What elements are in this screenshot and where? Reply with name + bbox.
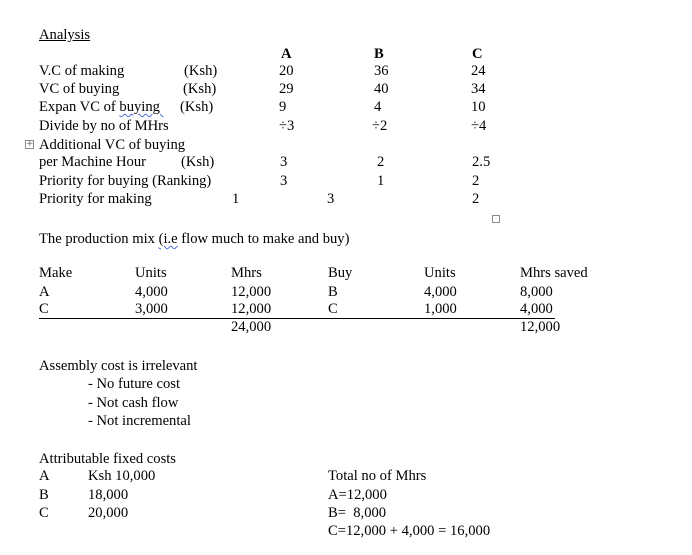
cell-value: 3 [280, 173, 288, 189]
cell-value: 10 [471, 99, 486, 115]
make-row-product: C [39, 301, 49, 317]
buy-total-mhrs-saved: 12,000 [520, 319, 561, 335]
fixed-cost-product: C [39, 505, 49, 521]
make-row-units: 3,000 [135, 301, 168, 317]
make-row-mhrs: 12,000 [231, 284, 272, 300]
buy-row-units: 4,000 [424, 284, 457, 300]
total-mhrs-title: Total no of Mhrs [328, 468, 427, 484]
make-row-product: A [39, 284, 50, 300]
spelling-flagged-word[interactable]: buying [119, 99, 164, 115]
assembly-point: - Not cash flow [88, 395, 179, 411]
column-header-b: B [374, 46, 384, 62]
buy-header-buy: Buy [328, 265, 353, 281]
fixed-cost-amount: 18,000 [88, 487, 129, 503]
production-mix-title-prefix: The production mix [39, 231, 159, 247]
table-resize-handle-icon[interactable] [492, 215, 500, 223]
buy-row-mhrs: 8,000 [520, 284, 553, 300]
cell-value: 34 [471, 81, 486, 97]
cell-value: 2 [472, 173, 480, 189]
row-label-expan-vc [39, 99, 164, 116]
buy-row-units: 1,000 [424, 301, 457, 317]
cell-value: 20 [279, 63, 294, 79]
production-mix-title-suffix: flow much to make and buy) [177, 231, 350, 247]
cell-value: 9 [279, 99, 287, 115]
cell-value: 3 [280, 154, 288, 170]
row-unit: (Ksh) [183, 81, 217, 97]
cell-value: 36 [374, 63, 389, 79]
cell-value: 4 [374, 99, 382, 115]
cell-value: 40 [374, 81, 389, 97]
row-label-priority-buying: Priority for buying (Ranking) [39, 173, 212, 189]
fixed-cost-amount: 20,000 [88, 505, 129, 521]
cell-value: 1 [232, 191, 240, 207]
assembly-point: - Not incremental [88, 413, 191, 429]
column-header-c: C [472, 46, 483, 62]
assembly-point: - No future cost [88, 376, 180, 392]
spelling-flagged-word[interactable]: (i.e [158, 231, 178, 247]
heading-analysis: Analysis [39, 27, 91, 43]
total-rule-line [39, 318, 555, 319]
row-label-vc-buying: VC of buying [39, 81, 120, 97]
cell-value: 3 [327, 191, 335, 207]
assembly-title: Assembly cost is irrelevant [39, 358, 198, 374]
row-label-vc-making: V.C of making [39, 63, 125, 79]
fixed-costs-title: Attributable fixed costs [39, 451, 176, 467]
cell-value: 1 [377, 173, 385, 189]
row-unit: (Ksh) [181, 154, 215, 170]
total-mhrs-line: B= 8,000 [328, 505, 387, 521]
buy-row-product: C [328, 301, 338, 317]
cell-value: ÷3 [279, 118, 295, 134]
buy-row-mhrs: 4,000 [520, 301, 553, 317]
cell-value: 29 [279, 81, 294, 97]
make-header-mhrs: Mhrs [231, 265, 262, 281]
cell-value: 2 [377, 154, 385, 170]
make-row-units: 4,000 [135, 284, 168, 300]
buy-header-mhrs-saved: Mhrs saved [520, 265, 588, 281]
row-unit: (Ksh) [184, 63, 218, 79]
make-header-make: Make [39, 265, 73, 281]
cell-value: ÷2 [372, 118, 388, 134]
row-label-prefix: Expan VC of [39, 99, 120, 115]
make-row-mhrs: 12,000 [231, 301, 272, 317]
cell-value: 2 [472, 191, 480, 207]
row-label-per-machine-hour: per Machine Hour [39, 154, 146, 170]
cell-value: 24 [471, 63, 486, 79]
make-total-mhrs: 24,000 [231, 319, 272, 335]
buy-row-product: B [328, 284, 338, 300]
column-header-a: A [281, 46, 292, 62]
fixed-cost-product: B [39, 487, 49, 503]
total-mhrs-line: C=12,000 + 4,000 = 16,000 [328, 523, 491, 539]
cell-value: ÷4 [471, 118, 487, 134]
make-header-units: Units [135, 265, 167, 281]
total-mhrs-line: A=12,000 [328, 487, 387, 503]
fixed-cost-amount: Ksh 10,000 [88, 468, 156, 484]
cell-value: 2.5 [472, 154, 491, 170]
buy-header-units: Units [424, 265, 456, 281]
production-mix-title [39, 231, 349, 248]
row-label-priority-making: Priority for making [39, 191, 152, 207]
fixed-cost-product: A [39, 468, 50, 484]
row-label-divide: Divide by no of MHrs [39, 118, 169, 134]
table-move-handle-icon[interactable]: + [26, 139, 34, 149]
row-label-additional-vc: Additional VC of buying [39, 137, 186, 153]
row-unit: (Ksh) [180, 99, 214, 115]
